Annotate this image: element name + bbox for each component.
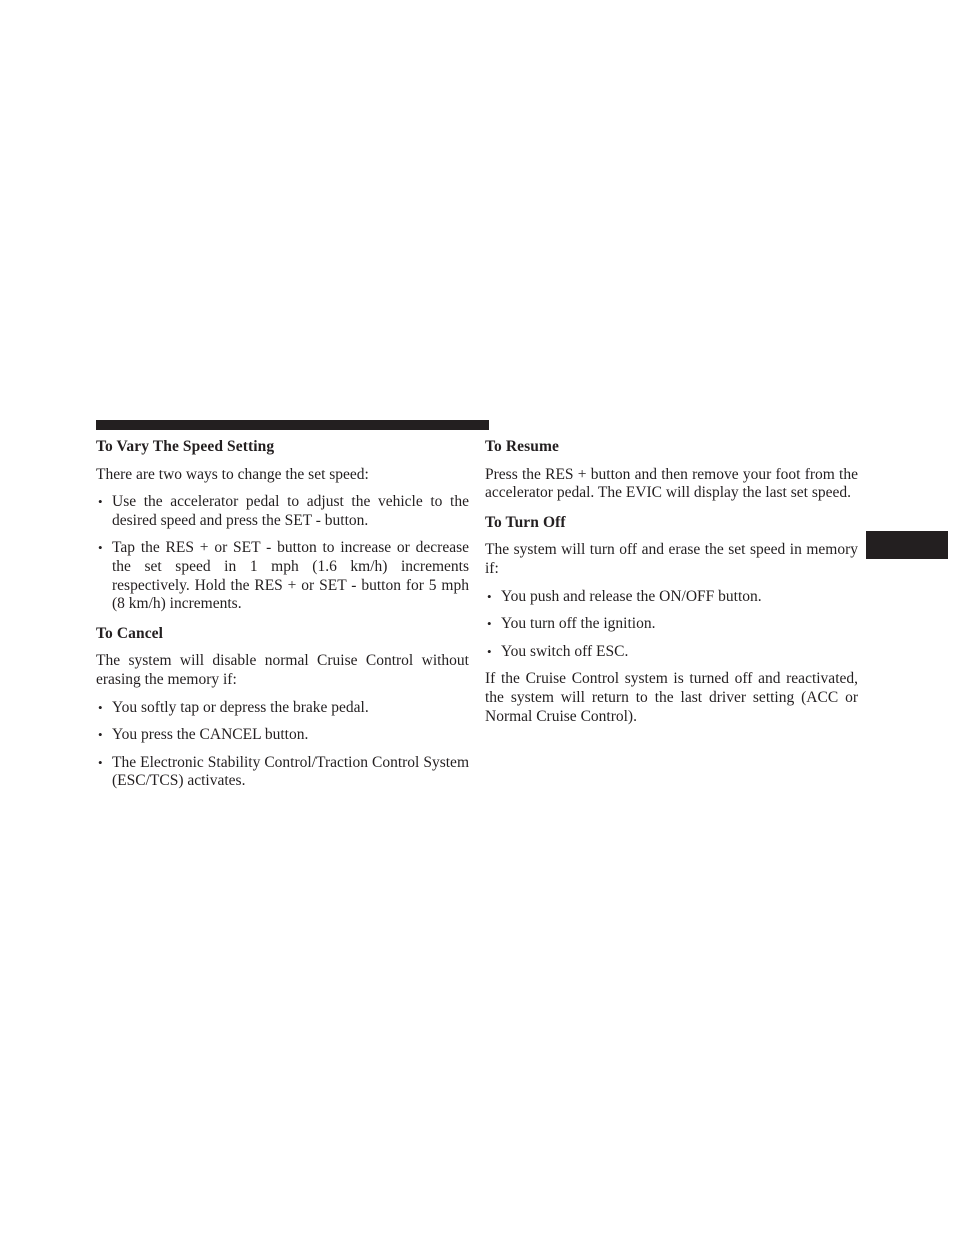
vary-speed-intro: There are two ways to change the set speed: [96, 465, 369, 483]
list-item: • You push and release the ON/OFF button. [485, 588, 858, 607]
resume-heading: To Resume [485, 438, 559, 455]
turn-off-intro: The system will turn off and erase the set speed in memory if: [485, 541, 858, 577]
vary-speed-list [96, 493, 469, 614]
left-column [96, 436, 469, 791]
turn-off-heading: To Turn Off [485, 513, 566, 531]
resume-text: Press the RES + button and then remove your foot from the accelerator pedal. The EVIC will display the last set speed. [485, 465, 858, 502]
list-item: • Tap the RES + or SET - button to increase or decrease the set speed in 1 mph (1.6 km/h) increments respectively. Hold the RES + or SET - button for 5 mph (8 km/h) increments. [96, 539, 469, 613]
turn-off-note: If the Cruise Control system is turned off and reactivated, the system will return to the last driver setting (ACC or Normal Cruise Control). [485, 670, 858, 725]
cancel-intro: The system will disable normal Cruise Control without erasing the memory if: [96, 652, 469, 688]
list-item: • You turn off the ignition. [485, 615, 858, 634]
list-item: • You press the CANCEL button. [96, 726, 469, 745]
cancel-list [96, 699, 469, 791]
list-item: • You softly tap or depress the brake pedal. [96, 699, 469, 718]
list-item: • Use the accelerator pedal to adjust the vehicle to the desired speed and press the SET - button. [96, 493, 469, 530]
section-top-rule [96, 420, 489, 430]
vary-speed-heading: To Vary The Speed Setting [96, 438, 275, 455]
chapter-tab-marker [866, 531, 948, 559]
cancel-heading: To Cancel [96, 624, 164, 642]
turn-off-list [485, 588, 858, 662]
right-column [485, 436, 858, 726]
list-item: • The Electronic Stability Control/Traction Control System (ESC/TCS) activates. [96, 754, 469, 791]
list-item: • You switch off ESC. [485, 643, 858, 662]
